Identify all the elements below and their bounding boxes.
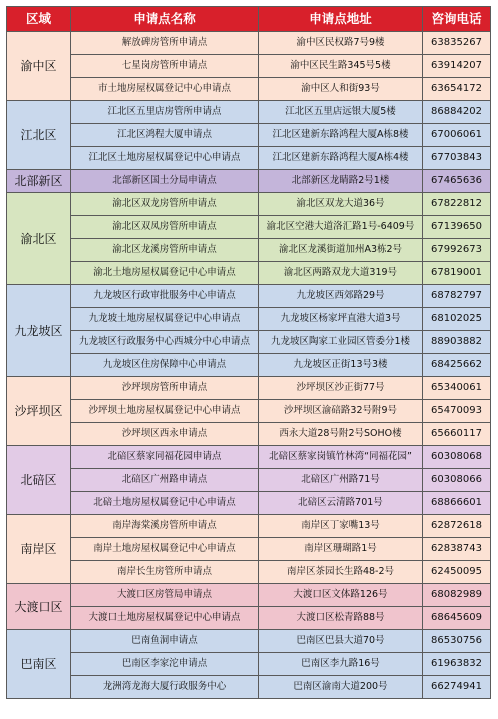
address-cell: 九龙坡区西郊路29号: [259, 285, 423, 308]
point-name-cell: 巴南区李家沱申请点: [71, 653, 259, 676]
address-cell: 北部新区龙睛路2号1楼: [259, 170, 423, 193]
district-cell: 大渡口区: [7, 584, 71, 630]
phone-cell: 66274941: [423, 676, 491, 699]
application-points-table: [6, 6, 490, 699]
address-cell: 渝北区龙溪街道加州A3栋2号: [259, 239, 423, 262]
table-body: [7, 32, 491, 699]
point-name-cell: 市土地房屋权属登记中心申请点: [71, 78, 259, 101]
district-cell: 北部新区: [7, 170, 71, 193]
phone-cell: 68866601: [423, 492, 491, 515]
header-point-name: 申请点名称: [71, 7, 259, 32]
point-name-cell: 北碚土地房屋权属登记中心申请点: [71, 492, 259, 515]
phone-cell: 67819001: [423, 262, 491, 285]
point-name-cell: 北碚区蔡家同福花园申请点: [71, 446, 259, 469]
point-name-cell: 渝北区双龙房管所申请点: [71, 193, 259, 216]
table-row: [7, 377, 491, 400]
address-cell: 北碚区云清路701号: [259, 492, 423, 515]
header-district: 区域: [7, 7, 71, 32]
address-cell: 大渡口区文体路126号: [259, 584, 423, 607]
point-name-cell: 南岸土地房屋权属登记中心申请点: [71, 538, 259, 561]
address-cell: 巴南区渝南大道200号: [259, 676, 423, 699]
table-row: [7, 32, 491, 55]
point-name-cell: 沙坪坝房管所申请点: [71, 377, 259, 400]
address-cell: 渝北区两路双龙大道319号: [259, 262, 423, 285]
table-row: [7, 262, 491, 285]
point-name-cell: 渝北区双凤房管所申请点: [71, 216, 259, 239]
phone-cell: 62872618: [423, 515, 491, 538]
address-cell: 大渡口区松青路88号: [259, 607, 423, 630]
phone-cell: 63654172: [423, 78, 491, 101]
header-row: [7, 7, 491, 32]
point-name-cell: 沙坪坝土地房屋权属登记中心申请点: [71, 400, 259, 423]
phone-cell: 68102025: [423, 308, 491, 331]
point-name-cell: 南岸海棠溪房管所申请点: [71, 515, 259, 538]
address-cell: 渝中区民生路345号5楼: [259, 55, 423, 78]
phone-cell: 68782797: [423, 285, 491, 308]
address-cell: 九龙坡区正街13号3楼: [259, 354, 423, 377]
point-name-cell: 沙坪坝区西永申请点: [71, 423, 259, 446]
point-name-cell: 北部新区国土分局申请点: [71, 170, 259, 193]
phone-cell: 65340061: [423, 377, 491, 400]
table-row: [7, 147, 491, 170]
header-address: 申请点地址: [259, 7, 423, 32]
table-row: [7, 400, 491, 423]
table-row: [7, 239, 491, 262]
table-row: [7, 492, 491, 515]
table-row: [7, 538, 491, 561]
address-cell: 渝北区空港大道洛汇路1号-6409号: [259, 216, 423, 239]
point-name-cell: 江北区五里店房管所申请点: [71, 101, 259, 124]
point-name-cell: 南岸长生房管所申请点: [71, 561, 259, 584]
address-cell: 西永大道28号附2号SOHO楼: [259, 423, 423, 446]
phone-cell: 67465636: [423, 170, 491, 193]
point-name-cell: 解放碑房管所申请点: [71, 32, 259, 55]
table-row: [7, 561, 491, 584]
phone-cell: 65470093: [423, 400, 491, 423]
phone-cell: 86884202: [423, 101, 491, 124]
point-name-cell: 龙洲湾龙海大厦行政服务中心: [71, 676, 259, 699]
table-row: [7, 446, 491, 469]
point-name-cell: 七星岗房管所申请点: [71, 55, 259, 78]
district-cell: 渝中区: [7, 32, 71, 101]
table-row: [7, 354, 491, 377]
address-cell: 渝中区民权路7号9楼: [259, 32, 423, 55]
point-name-cell: 九龙坡区行政审批服务中心申请点: [71, 285, 259, 308]
table-row: [7, 469, 491, 492]
table-row: [7, 331, 491, 354]
phone-cell: 67703843: [423, 147, 491, 170]
phone-cell: 60308066: [423, 469, 491, 492]
district-cell: 南岸区: [7, 515, 71, 584]
phone-cell: 62450095: [423, 561, 491, 584]
address-cell: 南岸区珊瑚路1号: [259, 538, 423, 561]
address-cell: 渝中区人和街93号: [259, 78, 423, 101]
phone-cell: 65660117: [423, 423, 491, 446]
address-cell: 沙坪坝区沙正街77号: [259, 377, 423, 400]
phone-cell: 63835267: [423, 32, 491, 55]
table-row: [7, 216, 491, 239]
header-phone: 咨询电话: [423, 7, 491, 32]
table-row: [7, 55, 491, 78]
district-cell: 沙坪坝区: [7, 377, 71, 446]
point-name-cell: 九龙坡区行政服务中心西城分中心申请点: [71, 331, 259, 354]
address-cell: 南岸区茶园长生路48-2号: [259, 561, 423, 584]
table-row: [7, 101, 491, 124]
phone-cell: 63914207: [423, 55, 491, 78]
point-name-cell: 巴南鱼洞申请点: [71, 630, 259, 653]
address-cell: 江北区五里店远银大厦5楼: [259, 101, 423, 124]
table-row: [7, 584, 491, 607]
address-cell: 巴南区李九路16号: [259, 653, 423, 676]
table-row: [7, 193, 491, 216]
phone-cell: 67822812: [423, 193, 491, 216]
point-name-cell: 九龙坡土地房屋权属登记中心申请点: [71, 308, 259, 331]
table-row: [7, 607, 491, 630]
phone-cell: 61963832: [423, 653, 491, 676]
address-cell: 渝北区双龙大道36号: [259, 193, 423, 216]
address-cell: 南岸区丁家嘴13号: [259, 515, 423, 538]
phone-cell: 62838743: [423, 538, 491, 561]
district-cell: 江北区: [7, 101, 71, 170]
table-row: [7, 423, 491, 446]
table-row: [7, 630, 491, 653]
phone-cell: 60308068: [423, 446, 491, 469]
table-row: [7, 78, 491, 101]
table-row: [7, 170, 491, 193]
table-row: [7, 124, 491, 147]
point-name-cell: 江北区土地房屋权属登记中心申请点: [71, 147, 259, 170]
phone-cell: 67006061: [423, 124, 491, 147]
phone-cell: 88903882: [423, 331, 491, 354]
point-name-cell: 渝北区龙溪房管所申请点: [71, 239, 259, 262]
address-cell: 江北区建新东路鸿程大厦A栋4楼: [259, 147, 423, 170]
phone-cell: 68082989: [423, 584, 491, 607]
phone-cell: 68425662: [423, 354, 491, 377]
district-cell: 九龙坡区: [7, 285, 71, 377]
district-cell: 巴南区: [7, 630, 71, 699]
table-row: [7, 515, 491, 538]
address-cell: 沙坪坝区渝碚路32号附9号: [259, 400, 423, 423]
address-cell: 九龙坡区陶家工业园区管委分1楼: [259, 331, 423, 354]
table-row: [7, 285, 491, 308]
phone-cell: 67139650: [423, 216, 491, 239]
phone-cell: 86530756: [423, 630, 491, 653]
district-cell: 北碚区: [7, 446, 71, 515]
phone-cell: 67992673: [423, 239, 491, 262]
point-name-cell: 江北区鸿程大厦申请点: [71, 124, 259, 147]
address-cell: 江北区建新东路鸿程大厦A栋8楼: [259, 124, 423, 147]
table-row: [7, 308, 491, 331]
point-name-cell: 大渡口区房管局申请点: [71, 584, 259, 607]
table-row: [7, 676, 491, 699]
address-cell: 巴南区巴县大道70号: [259, 630, 423, 653]
address-cell: 北碚区蔡家岗镇竹林湾“同福花园”: [259, 446, 423, 469]
district-cell: 渝北区: [7, 193, 71, 285]
point-name-cell: 渝北土地房屋权属登记中心申请点: [71, 262, 259, 285]
address-cell: 九龙坡区杨家坪直港大道3号: [259, 308, 423, 331]
point-name-cell: 北碚区广州路申请点: [71, 469, 259, 492]
point-name-cell: 大渡口土地房屋权属登记中心申请点: [71, 607, 259, 630]
phone-cell: 68645609: [423, 607, 491, 630]
table-row: [7, 653, 491, 676]
table: [6, 6, 491, 699]
point-name-cell: 九龙坡区住房保障中心申请点: [71, 354, 259, 377]
address-cell: 北碚区广州路71号: [259, 469, 423, 492]
